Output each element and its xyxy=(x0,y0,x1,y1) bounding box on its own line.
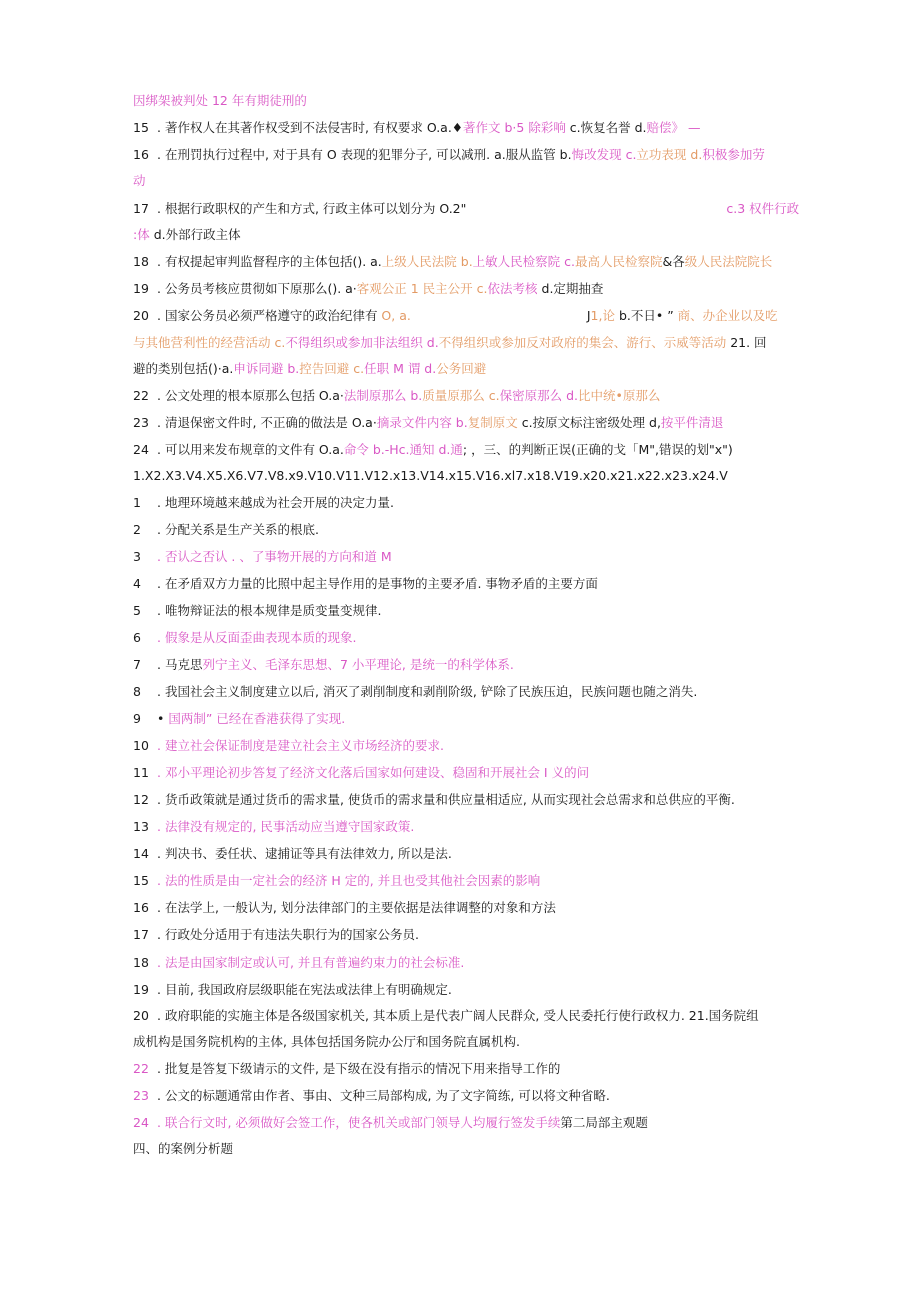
text-segment: 控告回避 c. xyxy=(299,361,365,376)
text-segment: 悔改发现 c. xyxy=(571,147,637,162)
text-segment: . 法的性质是由一定社会的经济 H 定的, 并且也受其他社会因素的影响 xyxy=(157,873,541,888)
text-segment: . 目前, 我国政府层级职能在宪法或法律上有明确规定. xyxy=(157,982,452,997)
item-number: 24 xyxy=(133,1115,149,1130)
text-segment: . 批复是答复下级请示的文件, 是下级在没有指示的情况下用来指导工作的 xyxy=(157,1061,561,1076)
text-line xyxy=(133,360,486,378)
text-segment: 四、的案例分析题 xyxy=(133,1141,234,1156)
text-segment: 成机构是国务院机构的主体, 具体包括国务院办公厅和国务院直属机构. xyxy=(133,1034,520,1049)
text-line xyxy=(133,200,799,218)
text-segment: 任职 M 谓 d. xyxy=(364,361,437,376)
text-segment: 法制原那么 b. xyxy=(343,388,423,403)
text-line xyxy=(133,387,660,405)
item-number: 15 xyxy=(133,120,149,135)
text-segment: 质量原那么 c. xyxy=(422,388,500,403)
item-number: 20 xyxy=(133,308,149,323)
text-segment: d.定期抽查 xyxy=(537,281,604,296)
item-number: 15 xyxy=(133,873,149,888)
item-number: 11 xyxy=(133,765,149,780)
text-line xyxy=(133,602,381,620)
text-segment: . 邓小平理论初步答复了经济文化落后国家如何建设、稳固和开展社会 I 义的问 xyxy=(157,765,590,780)
text-segment: . 有权提起审判监督程序的主体包括(). a. xyxy=(157,254,382,269)
text-segment: 赔偿》 — xyxy=(646,120,701,135)
text-segment: . 根据行政职权的产生和方式, 行政主体可以划分为 O.2" xyxy=(157,201,467,216)
text-segment: . 法律没有规定的, 民事活动应当遵守国家政策. xyxy=(157,819,415,834)
text-line xyxy=(133,899,556,917)
text-segment: 公务回避 xyxy=(436,361,487,376)
text-segment: . 著作权人在其著作权受到不法侵害时, 有权要求 O.a.♦ xyxy=(157,120,464,135)
text-segment: . 马克思 xyxy=(157,657,203,672)
text-line xyxy=(133,1087,610,1105)
item-number: 20 xyxy=(133,1008,149,1023)
text-segment: 摘录文件内容 b. xyxy=(376,415,468,430)
text-segment: 按平件清退 xyxy=(660,415,724,430)
item-number: 10 xyxy=(133,738,149,753)
text-segment: 与其他营利性的经营活动 c. xyxy=(133,335,286,350)
item-number: 19 xyxy=(133,281,149,296)
item-number: 16 xyxy=(133,900,149,915)
text-segment: . 在矛盾双方力量的比照中起主导作用的是事物的主要矛盾. 事物矛盾的主要方面 xyxy=(157,576,598,591)
item-number: 12 xyxy=(133,792,149,807)
text-segment: 级人民法院院长 xyxy=(684,254,773,269)
text-segment: &各 xyxy=(662,254,685,269)
text-segment: . 行政处分适用于有违法失职行为的国家公务员. xyxy=(157,927,419,942)
text-line xyxy=(133,1060,560,1078)
text-segment: . 分配关系是生产关系的根底. xyxy=(157,522,319,537)
item-number: 16 xyxy=(133,147,149,162)
text-segment: . 唯物辩证法的根本规律是质变量变规律. xyxy=(157,603,382,618)
text-line xyxy=(133,253,772,271)
text-line xyxy=(133,683,697,701)
text-segment: . 货币政策就是通过货币的需求量, 使货币的需求量和供应量相适应, 从而实现社会总需求和总供应的平衡. xyxy=(157,792,735,807)
item-number: 3 xyxy=(133,549,141,564)
text-segment: 21. 回 xyxy=(726,335,767,350)
item-number: 24 xyxy=(133,442,149,457)
text-line xyxy=(133,441,733,459)
text-segment: 命令 b.-Hc.通知 d.通 xyxy=(343,442,463,457)
item-number: 1 xyxy=(133,495,141,510)
text-segment: 著作文 b·5 除彩响 xyxy=(463,120,566,135)
text-line xyxy=(133,629,356,647)
text-segment: 申诉同避 b. xyxy=(233,361,300,376)
text-segment: . 国家公务员必须严格遵守的政治纪律有 xyxy=(157,308,382,323)
text-line xyxy=(133,1140,233,1158)
text-line xyxy=(133,307,778,325)
text-segment: 客观公正 1 民主公开 c. xyxy=(356,281,488,296)
text-line xyxy=(133,926,419,944)
text-line xyxy=(133,494,394,512)
text-segment: c.按原文标注密级处理 d, xyxy=(517,415,661,430)
text-segment: . 否认之否认 . 、了事物开展的方向和道 M xyxy=(157,549,392,564)
text-segment: 第二局部主观题 xyxy=(560,1115,648,1130)
text-line xyxy=(133,954,464,972)
text-segment: c.3 权件行政 xyxy=(726,201,800,216)
item-number: 4 xyxy=(133,576,141,591)
item-number: 23 xyxy=(133,415,149,430)
item-number: 17 xyxy=(133,201,149,216)
item-number: 8 xyxy=(133,684,141,699)
text-segment: 1.X2.X3.V4.X5.X6.V7.V8.x9.V10.V11.V12.x13.V14.x15.V16.xl7.x18.V19.x20.x21.x22.x23.x24.V xyxy=(133,468,728,483)
text-segment: 商、办企业以及吃 xyxy=(673,308,778,323)
text-segment: . 法是由国家制定或认可, 并且有普遍约束力的社会标准. xyxy=(157,955,465,970)
text-line xyxy=(133,872,540,890)
text-segment: 最高人民检察院 xyxy=(575,254,663,269)
item-number: 5 xyxy=(133,603,141,618)
text-segment: . 清退保密文件时, 不正确的做法是 O.a· xyxy=(157,415,377,430)
text-segment: :体 xyxy=(133,227,150,242)
text-segment: 动 xyxy=(133,173,146,188)
item-number: 23 xyxy=(133,1088,149,1103)
text-line xyxy=(133,845,452,863)
text-segment: 上级人民法院 b. xyxy=(381,254,473,269)
text-segment: . 判决书、委任状、逮捕证等具有法律效力, 所以是法. xyxy=(157,846,452,861)
text-segment: 列宁主义、毛泽东思想、7 小平理论, 是统一的科学体系. xyxy=(202,657,514,672)
text-line xyxy=(133,1033,520,1051)
item-number: 17 xyxy=(133,927,149,942)
text-line xyxy=(133,791,735,809)
item-number: 22 xyxy=(133,388,149,403)
text-segment: . 公务员考核应贯彻如下原那么(). a· xyxy=(157,281,357,296)
text-line xyxy=(133,172,146,190)
text-line xyxy=(133,467,728,485)
text-segment: 复制原文 xyxy=(467,415,518,430)
text-line xyxy=(133,146,765,164)
text-segment: 上敏人民检察院 c. xyxy=(472,254,575,269)
text-segment: . 地理环境越来越成为社会开展的决定力量. xyxy=(157,495,394,510)
text-segment: 立功表现 d. xyxy=(636,147,703,162)
text-segment: . 公文的标题通常由作者、事由、文种三局部构成, 为了文字简练, 可以将文种省略. xyxy=(157,1088,610,1103)
text-segment: c.恢复名誉 d. xyxy=(565,120,647,135)
text-line xyxy=(133,521,319,539)
text-line xyxy=(133,119,701,137)
text-segment: O, a. xyxy=(381,308,411,323)
text-line xyxy=(133,226,241,244)
text-segment: 依法考核 xyxy=(487,281,538,296)
text-segment: 不得组织或参加反对政府的集会、游行、示威等活动 xyxy=(438,335,727,350)
text-segment: d.外部行政主体 xyxy=(149,227,241,242)
item-number: 22 xyxy=(133,1061,149,1076)
item-number: 9 xyxy=(133,711,141,726)
text-line xyxy=(133,981,452,999)
text-line xyxy=(133,548,392,566)
text-segment: 不得组织或参加非法组织 d. xyxy=(285,335,439,350)
text-line xyxy=(133,414,723,432)
text-line xyxy=(133,764,589,782)
text-line xyxy=(133,92,307,110)
text-segment: . 建立社会保证制度是建立社会主义市场经济的要求. xyxy=(157,738,444,753)
text-segment: 比中统•原那么 xyxy=(577,388,661,403)
text-segment: 避的类别包括()·a. xyxy=(133,361,234,376)
item-number: 18 xyxy=(133,254,149,269)
item-number: 18 xyxy=(133,955,149,970)
text-segment: 保密原那么 d. xyxy=(499,388,578,403)
item-number: 13 xyxy=(133,819,149,834)
text-segment: . 假象是从反面歪曲表现本质的现象. xyxy=(157,630,357,645)
text-line xyxy=(133,1114,648,1132)
text-segment: . 在刑罚执行过程中, 对于具有 O 表现的犯罪分子, 可以减刑. a.服从监管 b. xyxy=(157,147,572,162)
text-segment: • xyxy=(157,711,165,726)
text-segment: . 我国社会主义制度建立以后, 消灭了剥削制度和剥削阶级, 铲除了民族压迫，民族问题也随之消失. xyxy=(157,684,698,699)
item-number: 19 xyxy=(133,982,149,997)
text-line xyxy=(133,280,603,298)
text-segment: 1,论 xyxy=(590,308,615,323)
text-segment: . 联合行文时, 必须做好会签工作，使各机关或部门领导人均履行签发手续 xyxy=(157,1115,561,1130)
text-line xyxy=(133,710,345,728)
text-line xyxy=(133,656,514,674)
text-line xyxy=(133,1007,759,1025)
text-line xyxy=(133,334,767,352)
text-segment: 积极参加劳 xyxy=(702,147,765,162)
text-segment: ; ，三、的判断正误(正确的戈「M",错误的划"x") xyxy=(462,442,733,457)
item-number: 6 xyxy=(133,630,141,645)
item-number: 7 xyxy=(133,657,141,672)
text-line xyxy=(133,575,598,593)
text-segment: 国两制” 已经在香港获得了实现. xyxy=(164,711,346,726)
item-number: 2 xyxy=(133,522,141,537)
text-segment: . 在法学上, 一般认为, 划分法律部门的主要依据是法律调整的对象和方法 xyxy=(157,900,556,915)
text-segment: . 可以用来发布规章的文件有 O.a. xyxy=(157,442,344,457)
text-segment: . 政府职能的实施主体是各级国家机关, 其本质上是代表广阔人民群众, 受人民委托行使行政权力. 21.国务院组 xyxy=(157,1008,759,1023)
text-segment: J xyxy=(586,308,591,323)
item-number: 14 xyxy=(133,846,149,861)
text-line xyxy=(133,818,414,836)
text-line xyxy=(133,737,444,755)
text-segment: . 公文处理的根本原那么包括 O.a· xyxy=(157,388,344,403)
text-segment: b.不日• ” xyxy=(614,308,674,323)
text-segment: 因绑架被判处 12 年有期徒刑的 xyxy=(133,93,307,108)
